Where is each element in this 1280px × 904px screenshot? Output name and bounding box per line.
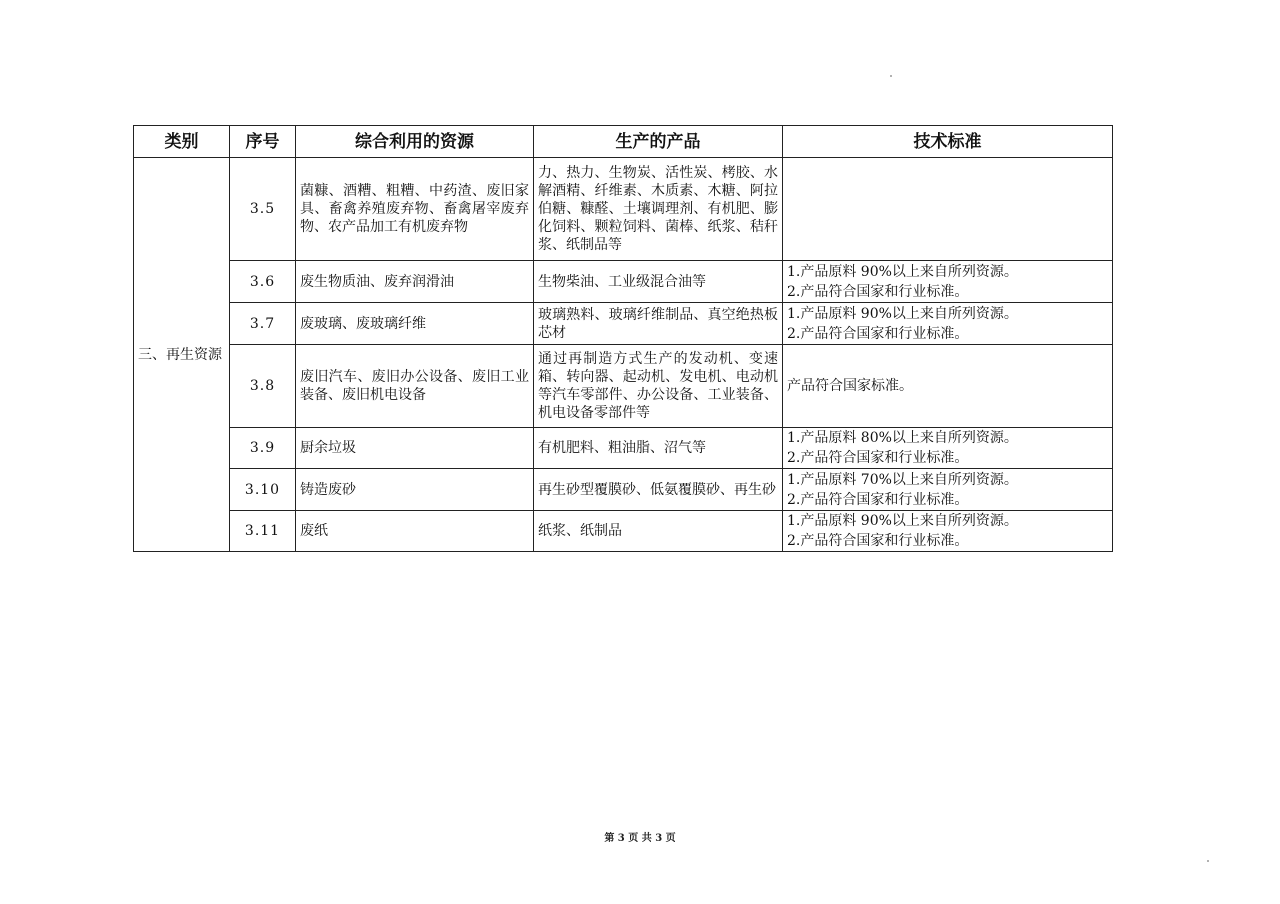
product-cell: 力、热力、生物炭、活性炭、栲胶、水解酒精、纤维素、木质素、木糖、阿拉伯糖、糠醛、土壤调理剂、有机肥、膨化饲料、颗粒饲料、菌棒、纸浆、秸秆浆、纸制品等 (534, 158, 783, 261)
product-cell: 玻璃熟料、玻璃纤维制品、真空绝热板芯材 (534, 303, 783, 345)
header-standard: 技术标准 (783, 126, 1113, 158)
product-cell: 通过再制造方式生产的发动机、变速箱、转向器、起动机、发电机、电动机等汽车零部件、办公设备、工业装备、机电设备零部件等 (534, 345, 783, 428)
serial-no: 3.7 (230, 303, 296, 345)
table-row (134, 469, 1113, 511)
resource-cell: 废生物质油、废弃润滑油 (296, 261, 534, 303)
scan-speck (1207, 860, 1209, 862)
serial-no: 3.5 (230, 158, 296, 261)
standard-line: 2.产品符合国家和行业标准。 (787, 325, 969, 342)
resource-cell: 厨余垃圾 (296, 428, 534, 469)
table-row (134, 511, 1113, 552)
product-cell: 有机肥料、粗油脂、沼气等 (534, 428, 783, 469)
standard-line: 1.产品原料 90%以上来自所列资源。 (787, 513, 1018, 529)
standard-cell (783, 261, 1113, 303)
header-resource: 综合利用的资源 (296, 126, 534, 158)
resource-cell: 废旧汽车、废旧办公设备、废旧工业装备、废旧机电设备 (296, 345, 534, 428)
header-category: 类别 (134, 126, 230, 158)
standard-line: 1.产品原料 90%以上来自所列资源。 (787, 305, 1018, 322)
standard-cell (783, 428, 1113, 469)
standard-line: 2.产品符合国家和行业标准。 (787, 533, 969, 549)
header-serial-no: 序号 (230, 126, 296, 158)
serial-no: 3.9 (230, 428, 296, 469)
resource-cell: 废玻璃、废玻璃纤维 (296, 303, 534, 345)
product-cell: 纸浆、纸制品 (534, 511, 783, 552)
table-row (134, 303, 1113, 345)
page-number-footer: 第 3 页 共 3 页 (604, 833, 676, 844)
category-cell: 三、再生资源 (134, 158, 230, 552)
resource-cell: 废纸 (296, 511, 534, 552)
table-row (134, 345, 1113, 428)
standard-cell (783, 158, 1113, 261)
standard-line: 2.产品符合国家和行业标准。 (787, 450, 969, 466)
standard-line: 1.产品原料 80%以上来自所列资源。 (787, 430, 1018, 446)
header-product: 生产的产品 (534, 126, 783, 158)
product-cell: 再生砂型覆膜砂、低氨覆膜砂、再生砂 (534, 469, 783, 511)
product-cell: 生物柴油、工业级混合油等 (534, 261, 783, 303)
standard-cell (783, 303, 1113, 345)
standard-line: 2.产品符合国家和行业标准。 (787, 491, 969, 508)
standard-cell (783, 511, 1113, 552)
table-row (134, 428, 1113, 469)
standard-line: 1.产品原料 70%以上来自所列资源。 (787, 471, 1018, 488)
standard-line: 1.产品原料 90%以上来自所列资源。 (787, 263, 1018, 280)
standard-cell (783, 469, 1113, 511)
standard-line: 产品符合国家标准。 (787, 378, 913, 394)
serial-no: 3.8 (230, 345, 296, 428)
serial-no: 3.10 (230, 469, 296, 511)
standard-line: 2.产品符合国家和行业标准。 (787, 283, 969, 300)
scan-speck (890, 75, 892, 77)
standard-cell (783, 345, 1113, 428)
resource-table (133, 125, 1113, 552)
resource-cell: 菌糠、酒糟、粗糟、中药渣、废旧家具、畜禽养殖废弃物、畜禽屠宰废弃物、农产品加工有机废弃物 (296, 158, 534, 261)
serial-no: 3.6 (230, 261, 296, 303)
table-row (134, 158, 1113, 261)
resource-cell: 铸造废砂 (296, 469, 534, 511)
table-row (134, 261, 1113, 303)
table-header-row (134, 126, 1113, 158)
serial-no: 3.11 (230, 511, 296, 552)
